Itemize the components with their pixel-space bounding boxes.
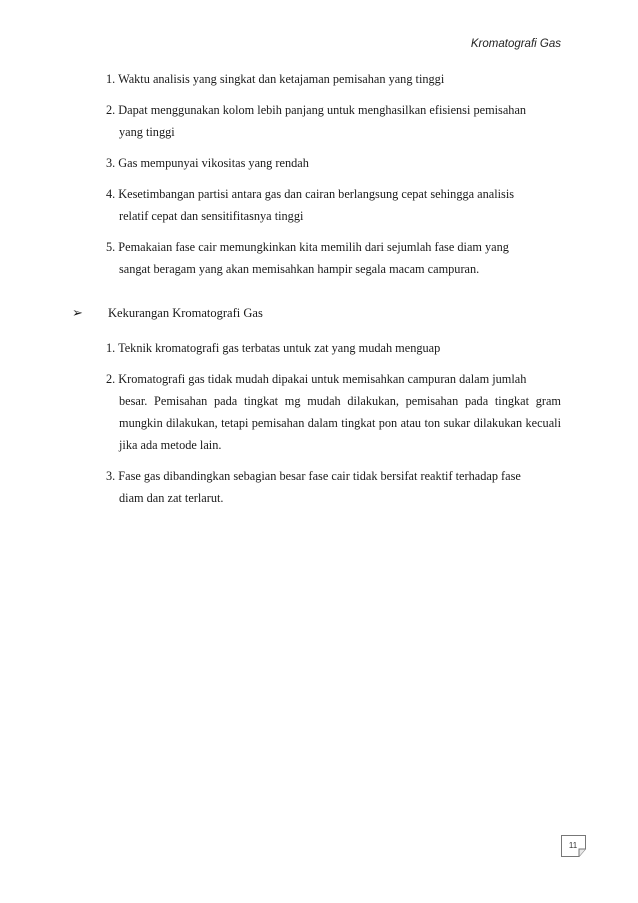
- running-header: Kromatografi Gas: [470, 38, 561, 50]
- list-item: [106, 236, 561, 280]
- list-item: [106, 465, 561, 509]
- item-text: 4. Kesetimbangan partisi antara gas dan cairan berlangsung cepat sehingga analisis: [106, 187, 515, 201]
- item-text: 1. Teknik kromatografi gas terbatas untuk zat yang mudah menguap: [106, 341, 441, 355]
- page-number: 11: [568, 841, 578, 850]
- item-continuation: relatif cepat dan sensitifitasnya tinggi: [119, 209, 304, 223]
- item-text: 5. Pemakaian fase cair memungkinkan kita memilih dari sejumlah fase diam yang: [106, 240, 509, 254]
- list-item: [106, 337, 561, 359]
- item-text: 2. Kromatografi gas tidak mudah dipakai untuk memisahkan campuran dalam jumlah: [106, 372, 527, 386]
- list-item: [106, 68, 561, 90]
- item-continuation: besar. Pemisahan pada tingkat mg mudah dilakukan, pemisahan pada tingkat gram mungkin dilakukan, tetapi pemisahan dalam tingkat pon atau ton sukar dilakukan kecuali jika ada metode lain.: [119, 394, 561, 452]
- list-item: [106, 99, 561, 143]
- disadvantages-list: [106, 337, 561, 518]
- item-text: 1. Waktu analisis yang singkat dan ketajaman pemisahan yang tinggi: [106, 72, 445, 86]
- list-item: [106, 368, 561, 456]
- item-text: 3. Gas mempunyai vikositas yang rendah: [106, 156, 309, 170]
- arrow-bullet-icon: ➢: [72, 305, 83, 320]
- list-item: [106, 183, 561, 227]
- advantages-list: [106, 68, 561, 289]
- item-continuation: diam dan zat terlarut.: [119, 491, 224, 505]
- item-text: 3. Fase gas dibandingkan sebagian besar fase cair tidak bersifat reaktif terhadap fase: [106, 469, 521, 483]
- item-text: 2. Dapat menggunakan kolom lebih panjang untuk menghasilkan efisiensi pemisahan: [106, 103, 527, 117]
- page-number-badge: [561, 835, 591, 857]
- list-item: [106, 152, 561, 174]
- item-continuation: yang tinggi: [119, 125, 175, 139]
- item-continuation: sangat beragam yang akan memisahkan hampir segala macam campuran.: [119, 262, 480, 276]
- section-title: Kekurangan Kromatografi Gas: [108, 306, 263, 320]
